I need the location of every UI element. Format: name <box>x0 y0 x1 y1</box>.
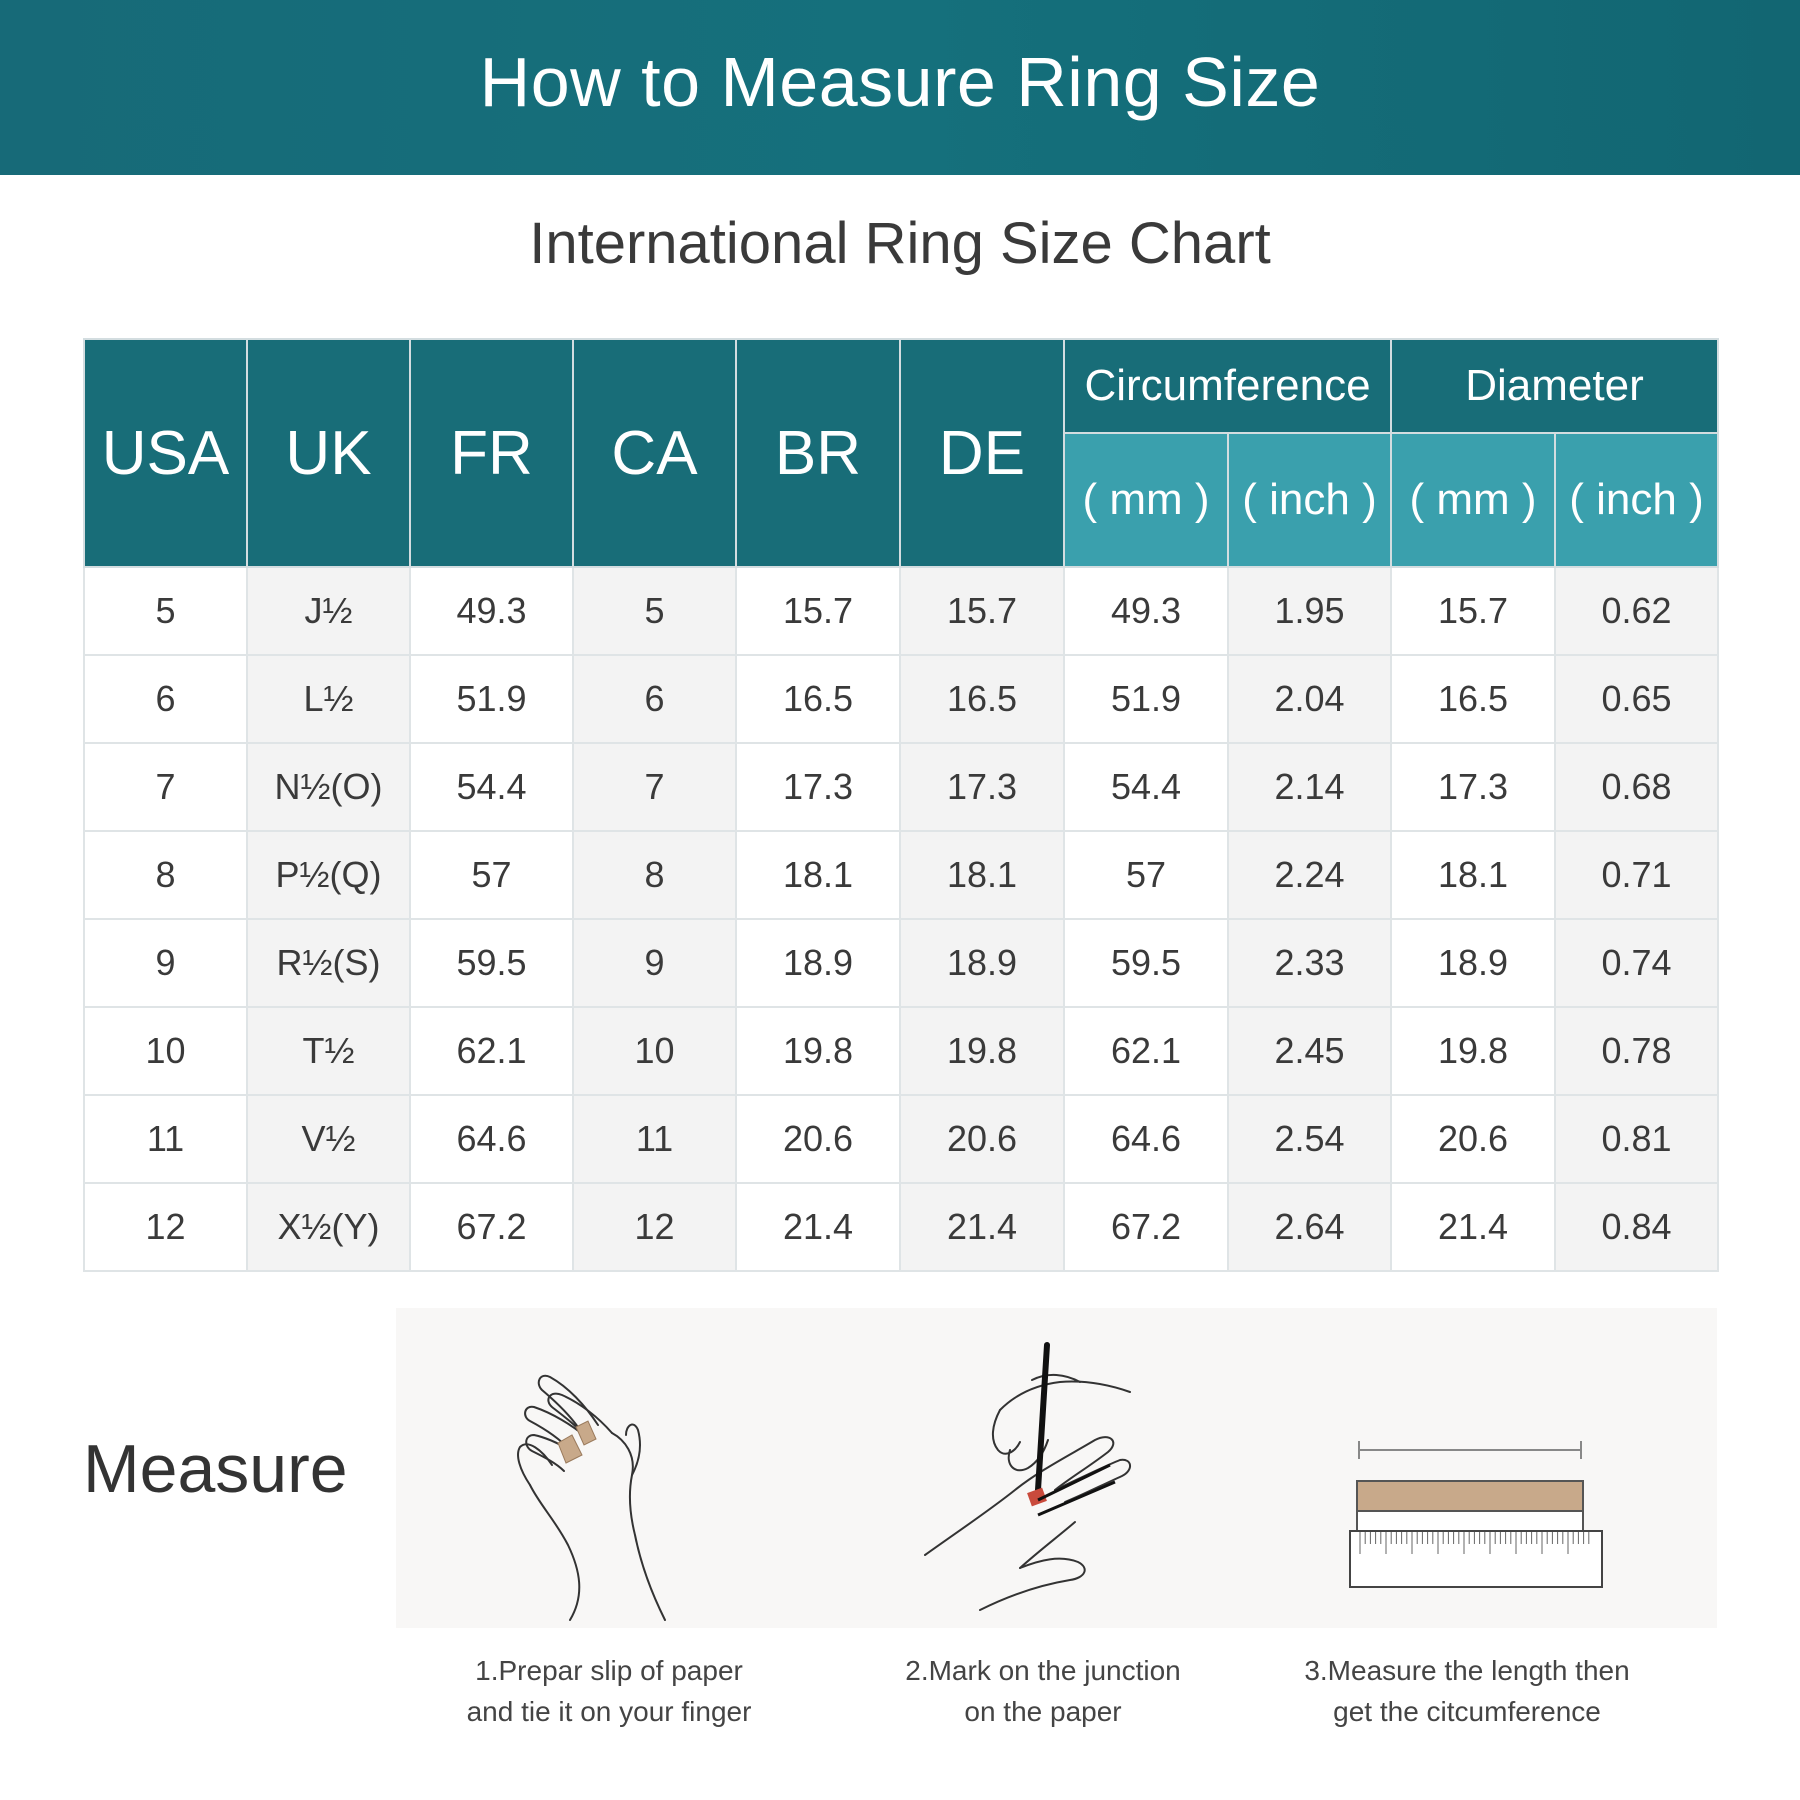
step-1-line2: and tie it on your finger <box>466 1696 752 1727</box>
cell-circ-mm: 54.4 <box>1064 743 1228 831</box>
cell-usa: 10 <box>84 1007 247 1095</box>
cell-ca: 6 <box>573 655 736 743</box>
cell-diam-mm: 21.4 <box>1391 1183 1555 1271</box>
cell-br: 16.5 <box>736 655 900 743</box>
step-3-caption <box>1277 1650 1657 1732</box>
step-2-line2: on the paper <box>964 1696 1122 1727</box>
col-header-de: DE <box>900 339 1064 567</box>
table-row <box>84 1095 1718 1183</box>
cell-de: 19.8 <box>900 1007 1064 1095</box>
cell-usa: 5 <box>84 567 247 655</box>
cell-diam-mm: 15.7 <box>1391 567 1555 655</box>
cell-br: 15.7 <box>736 567 900 655</box>
col-header-fr: FR <box>410 339 573 567</box>
cell-usa: 6 <box>84 655 247 743</box>
cell-fr: 64.6 <box>410 1095 573 1183</box>
cell-circ-mm: 62.1 <box>1064 1007 1228 1095</box>
cell-diam-inch: 0.68 <box>1555 743 1718 831</box>
cell-ca: 8 <box>573 831 736 919</box>
cell-circ-inch: 2.14 <box>1228 743 1391 831</box>
table-row <box>84 919 1718 1007</box>
cell-fr: 57 <box>410 831 573 919</box>
cell-diam-inch: 0.78 <box>1555 1007 1718 1095</box>
cell-diam-mm: 18.1 <box>1391 831 1555 919</box>
cell-fr: 62.1 <box>410 1007 573 1095</box>
cell-circ-inch: 2.24 <box>1228 831 1391 919</box>
cell-diam-mm: 18.9 <box>1391 919 1555 1007</box>
cell-circ-inch: 2.54 <box>1228 1095 1391 1183</box>
cell-de: 20.6 <box>900 1095 1064 1183</box>
step-1-caption <box>419 1650 799 1732</box>
cell-uk: P½(Q) <box>247 831 410 919</box>
cell-br: 21.4 <box>736 1183 900 1271</box>
cell-br: 19.8 <box>736 1007 900 1095</box>
cell-de: 18.1 <box>900 831 1064 919</box>
table-row <box>84 567 1718 655</box>
cell-circ-inch: 2.45 <box>1228 1007 1391 1095</box>
cell-circ-inch: 1.95 <box>1228 567 1391 655</box>
table-row <box>84 1183 1718 1271</box>
cell-fr: 49.3 <box>410 567 573 655</box>
cell-circ-mm: 64.6 <box>1064 1095 1228 1183</box>
cell-br: 17.3 <box>736 743 900 831</box>
header-banner <box>0 0 1800 175</box>
cell-ca: 7 <box>573 743 736 831</box>
cell-diam-inch: 0.81 <box>1555 1095 1718 1183</box>
cell-diam-inch: 0.74 <box>1555 919 1718 1007</box>
group-header-diameter: Diameter <box>1391 339 1718 433</box>
cell-br: 20.6 <box>736 1095 900 1183</box>
cell-circ-mm: 49.3 <box>1064 567 1228 655</box>
cell-br: 18.1 <box>736 831 900 919</box>
col-header-ca: CA <box>573 339 736 567</box>
cell-fr: 54.4 <box>410 743 573 831</box>
cell-ca: 5 <box>573 567 736 655</box>
unit-header-circ-inch: ( inch ) <box>1228 433 1391 567</box>
cell-diam-mm: 19.8 <box>1391 1007 1555 1095</box>
chart-subtitle: International Ring Size Chart <box>529 211 1271 276</box>
cell-circ-mm: 59.5 <box>1064 919 1228 1007</box>
ring-size-table <box>83 338 1719 1272</box>
cell-circ-inch: 2.64 <box>1228 1183 1391 1271</box>
step-2-caption <box>853 1650 1233 1732</box>
step-2-line1: 2.Mark on the junction <box>905 1655 1181 1686</box>
cell-uk: X½(Y) <box>247 1183 410 1271</box>
cell-de: 16.5 <box>900 655 1064 743</box>
cell-diam-inch: 0.65 <box>1555 655 1718 743</box>
page-title: How to Measure Ring Size <box>479 42 1321 121</box>
cell-usa: 7 <box>84 743 247 831</box>
cell-circ-inch: 2.04 <box>1228 655 1391 743</box>
cell-uk: R½(S) <box>247 919 410 1007</box>
col-header-uk: UK <box>247 339 410 567</box>
group-header-circumference: Circumference <box>1064 339 1391 433</box>
unit-header-circ-mm: ( mm ) <box>1064 433 1228 567</box>
cell-diam-inch: 0.84 <box>1555 1183 1718 1271</box>
ruler-strip-icon <box>1345 1435 1605 1595</box>
table-row <box>84 1007 1718 1095</box>
cell-circ-mm: 51.9 <box>1064 655 1228 743</box>
cell-br: 18.9 <box>736 919 900 1007</box>
step-1-line1: 1.Prepar slip of paper <box>475 1655 743 1686</box>
table-row <box>84 655 1718 743</box>
cell-uk: N½(O) <box>247 743 410 831</box>
table-row <box>84 831 1718 919</box>
unit-header-diam-inch: ( inch ) <box>1555 433 1718 567</box>
cell-de: 18.9 <box>900 919 1064 1007</box>
cell-ca: 10 <box>573 1007 736 1095</box>
step-3-line1: 3.Measure the length then <box>1304 1655 1630 1686</box>
cell-ca: 11 <box>573 1095 736 1183</box>
cell-diam-mm: 16.5 <box>1391 655 1555 743</box>
cell-usa: 11 <box>84 1095 247 1183</box>
cell-ca: 9 <box>573 919 736 1007</box>
cell-uk: J½ <box>247 567 410 655</box>
cell-usa: 12 <box>84 1183 247 1271</box>
hand-paper-strip-icon <box>500 1355 700 1625</box>
cell-de: 17.3 <box>900 743 1064 831</box>
cell-diam-inch: 0.62 <box>1555 567 1718 655</box>
col-header-usa: USA <box>84 339 247 567</box>
cell-fr: 51.9 <box>410 655 573 743</box>
cell-usa: 8 <box>84 831 247 919</box>
measure-heading: Measure <box>83 1431 348 1507</box>
cell-usa: 9 <box>84 919 247 1007</box>
cell-uk: L½ <box>247 655 410 743</box>
cell-diam-mm: 17.3 <box>1391 743 1555 831</box>
step-3-line2: get the citcumference <box>1333 1696 1601 1727</box>
cell-de: 15.7 <box>900 567 1064 655</box>
cell-circ-mm: 57 <box>1064 831 1228 919</box>
table-row <box>84 743 1718 831</box>
col-header-br: BR <box>736 339 900 567</box>
cell-uk: T½ <box>247 1007 410 1095</box>
cell-circ-inch: 2.33 <box>1228 919 1391 1007</box>
unit-header-diam-mm: ( mm ) <box>1391 433 1555 567</box>
cell-ca: 12 <box>573 1183 736 1271</box>
cell-uk: V½ <box>247 1095 410 1183</box>
cell-de: 21.4 <box>900 1183 1064 1271</box>
cell-circ-mm: 67.2 <box>1064 1183 1228 1271</box>
cell-fr: 67.2 <box>410 1183 573 1271</box>
cell-fr: 59.5 <box>410 919 573 1007</box>
cell-diam-mm: 20.6 <box>1391 1095 1555 1183</box>
hand-pen-mark-icon <box>920 1340 1180 1620</box>
cell-diam-inch: 0.71 <box>1555 831 1718 919</box>
